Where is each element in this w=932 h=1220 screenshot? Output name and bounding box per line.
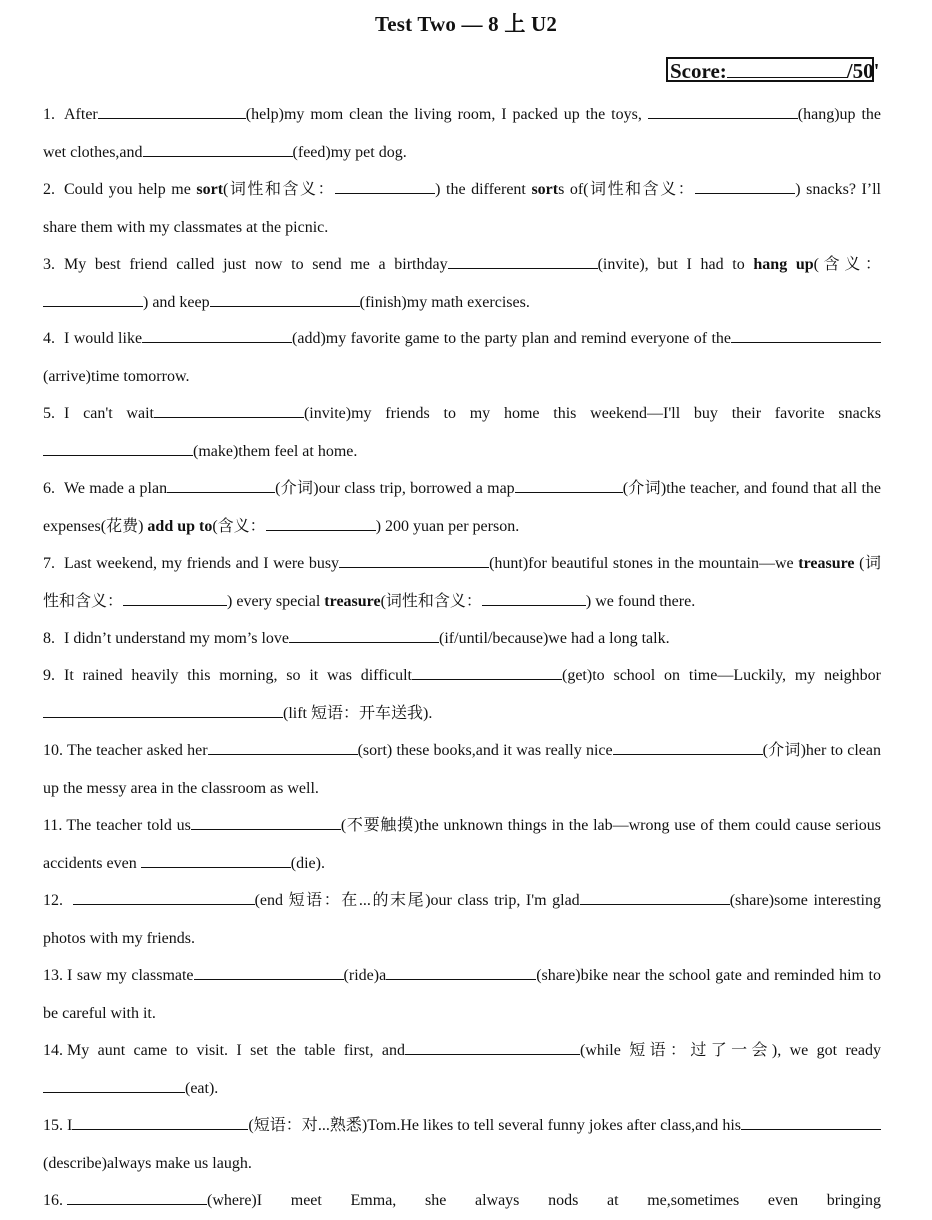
answer-blank[interactable] — [73, 889, 255, 905]
answer-blank[interactable] — [613, 739, 763, 755]
text: (词性和含义： — [223, 181, 336, 198]
answer-blank[interactable] — [482, 590, 586, 606]
text: (get)to school on time—Luckily, my neighbor — [562, 667, 882, 684]
question-9 — [43, 657, 881, 732]
text: (invite), but I had to — [597, 256, 745, 273]
text: (含义： — [813, 256, 882, 273]
score-total: /50' — [846, 59, 880, 83]
answer-blank[interactable] — [67, 1189, 207, 1205]
question-number: 13. — [43, 967, 63, 984]
answer-blank[interactable] — [210, 291, 360, 307]
text: (help)my mom clean the living room, I packed up the toys, — [245, 106, 642, 123]
question-10 — [43, 732, 881, 807]
question-number: 9. — [43, 667, 55, 684]
text: ) we found there. — [585, 592, 696, 610]
answer-blank[interactable] — [448, 253, 598, 269]
answer-blank[interactable] — [43, 291, 143, 307]
question-2 — [43, 171, 881, 246]
text: It rained heavily this morning, so it was difficult — [64, 667, 412, 684]
text: (介词)the teacher, and found that all the expenses(花费) — [43, 480, 881, 535]
question-number: 5. — [43, 405, 55, 422]
text: (while 短语：过了一会), we got ready — [579, 1042, 881, 1059]
text: (词性和含义： — [380, 592, 482, 610]
text: (add)my favorite game to the party plan and remind everyone of the — [292, 330, 731, 347]
answer-blank[interactable] — [194, 964, 344, 980]
text: (ride)a — [343, 967, 387, 984]
text: I saw my classmate — [67, 967, 194, 984]
answer-blank[interactable] — [154, 402, 304, 418]
answer-blank[interactable] — [741, 1114, 881, 1130]
text: (介词)our class trip, borrowed a map — [275, 480, 515, 497]
text: (feed)my pet dog. — [292, 143, 407, 161]
text: (lift 短语：开车送我). — [283, 704, 433, 722]
text: (不要触摸)the unknown things in the lab—wrong use of them could cause serious accidents even — [43, 817, 882, 872]
answer-blank[interactable] — [43, 1077, 185, 1093]
question-number: 3. — [43, 256, 55, 273]
text: ) every special — [227, 592, 321, 610]
question-7 — [43, 545, 881, 620]
text: (arrive)time tomorrow. — [43, 367, 190, 385]
answer-blank[interactable] — [335, 178, 435, 194]
text: (share)bike near the school gate and reminded him to be careful with it. — [43, 967, 881, 1022]
question-number: 12. — [43, 892, 63, 909]
text: We made a plan — [64, 480, 168, 497]
answer-blank[interactable] — [72, 1114, 248, 1130]
keyword: add up to — [147, 517, 213, 535]
text: (含义： — [212, 517, 266, 535]
score-blank[interactable] — [727, 59, 847, 78]
keyword: treasure — [798, 555, 855, 572]
text: My best friend called just now to send me a birthday — [64, 256, 448, 273]
text: (where)I meet Emma, she always nods at me,sometimes even bringing — [207, 1192, 881, 1209]
question-11 — [43, 807, 881, 882]
text: ) the different — [435, 181, 526, 198]
text: (介词)her to clean up the messy area in the classroom as well. — [43, 742, 881, 797]
answer-blank[interactable] — [167, 477, 275, 493]
text: After — [64, 106, 98, 123]
text: Last weekend, my friends and I were busy — [64, 555, 340, 572]
question-number: 15. — [43, 1117, 63, 1134]
text: (end 短语：在...的末尾)our class trip, I'm glad — [254, 892, 580, 909]
text: (describe)always make us laugh. — [43, 1154, 252, 1172]
text: The teacher asked her — [67, 742, 208, 759]
answer-blank[interactable] — [405, 1039, 580, 1055]
question-16 — [43, 1182, 881, 1209]
answer-blank[interactable] — [98, 103, 246, 119]
text: My aunt came to visit. I set the table first, and — [67, 1042, 405, 1059]
text: I — [67, 1117, 73, 1134]
text: I can't wait — [64, 405, 154, 422]
keyword: hang up — [753, 256, 814, 273]
question-number: 16. — [43, 1192, 63, 1209]
answer-blank[interactable] — [142, 327, 292, 343]
text: (eat). — [185, 1079, 219, 1097]
question-number: 6. — [43, 480, 55, 497]
answer-blank[interactable] — [191, 814, 341, 830]
text: I didn’t understand my mom’s love — [64, 630, 290, 647]
text: (词性和含义： — [43, 555, 881, 610]
question-number: 2. — [43, 181, 55, 198]
text: (finish)my math exercises. — [359, 293, 530, 311]
text: (share)some interesting photos with my friends. — [43, 892, 881, 947]
text: Could you help me — [64, 181, 191, 198]
text: (sort) these books,and it was really nice — [357, 742, 613, 759]
question-3 — [43, 246, 881, 321]
question-number: 1. — [43, 106, 55, 123]
answer-blank[interactable] — [289, 627, 439, 643]
question-number: 11. — [43, 817, 63, 834]
text: I would like — [64, 330, 143, 347]
keyword: sort — [196, 181, 224, 198]
question-number: 10. — [43, 742, 63, 759]
page-title: Test Two — 8 上 U2 — [374, 12, 558, 36]
answer-blank[interactable] — [143, 141, 293, 157]
question-8 — [43, 620, 881, 658]
text: (make)them feel at home. — [193, 442, 358, 460]
keyword: treasure — [324, 592, 381, 610]
question-5 — [43, 395, 881, 470]
text: (短语：对...熟悉)Tom.He likes to tell several funny jokes after class,and his — [248, 1117, 741, 1134]
answer-blank[interactable] — [43, 440, 193, 456]
text: ) snacks? I’ll share them with my classmates at the picnic. — [43, 181, 882, 236]
answer-blank[interactable] — [412, 664, 562, 680]
answer-blank[interactable] — [123, 590, 227, 606]
answer-blank[interactable] — [43, 702, 283, 718]
question-number: 14. — [43, 1042, 63, 1059]
answer-blank[interactable] — [141, 852, 291, 868]
answer-blank[interactable] — [515, 477, 623, 493]
question-12 — [43, 882, 881, 957]
answer-blank[interactable] — [386, 964, 536, 980]
text: (hunt)for beautiful stones in the mountain—we — [489, 555, 794, 572]
answer-blank[interactable] — [266, 515, 376, 531]
text: (invite)my friends to my home this weekend—I'll buy their favorite snacks — [303, 405, 881, 422]
question-15 — [43, 1107, 881, 1182]
text: (if/until/because)we had a long talk. — [439, 630, 670, 647]
question-6 — [43, 470, 881, 545]
text: ) 200 yuan per person. — [375, 517, 520, 535]
question-number: 4. — [43, 330, 55, 347]
answer-blank[interactable] — [580, 889, 730, 905]
text: (die). — [290, 854, 325, 872]
keyword: sort — [531, 181, 559, 198]
score-label: Score: — [670, 59, 727, 83]
question-13 — [43, 957, 881, 1032]
question-14 — [43, 1032, 881, 1107]
answer-blank[interactable] — [695, 178, 795, 194]
question-number: 8. — [43, 630, 55, 647]
text: s of(词性和含义： — [558, 181, 696, 198]
answer-blank[interactable] — [731, 327, 881, 343]
text: ) and keep — [143, 293, 210, 311]
score-box — [666, 57, 880, 83]
answer-blank[interactable] — [339, 552, 489, 568]
question-number: 7. — [43, 555, 55, 572]
text: The teacher told us — [66, 817, 191, 834]
text: (hang)up the wet clothes,and — [43, 106, 882, 161]
question-1 — [43, 96, 881, 171]
answer-blank[interactable] — [208, 739, 358, 755]
question-4 — [43, 320, 881, 395]
answer-blank[interactable] — [648, 103, 798, 119]
